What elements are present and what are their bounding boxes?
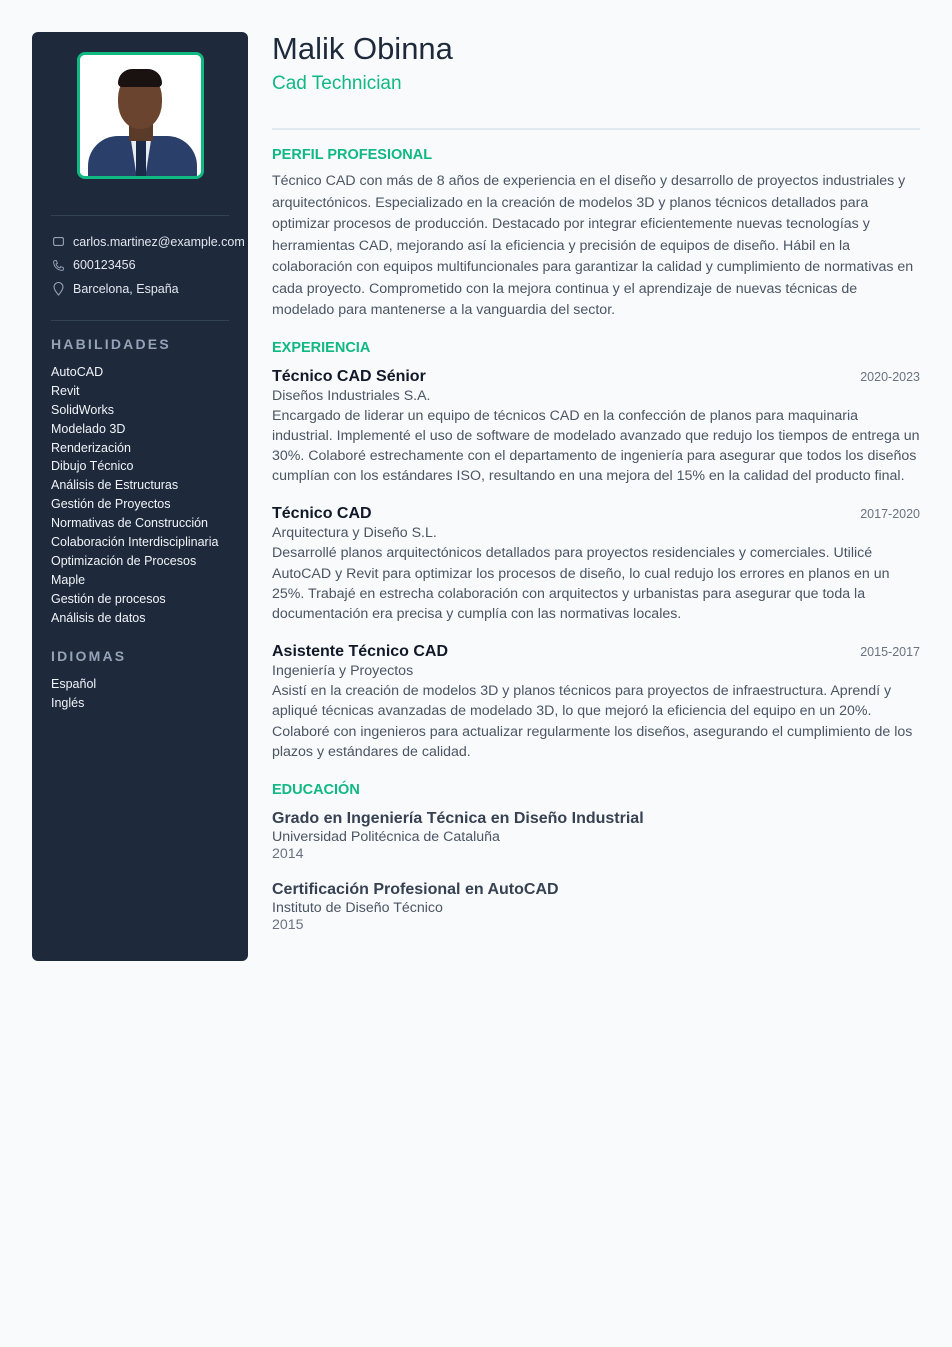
- languages-list: [51, 675, 96, 713]
- experience-section: [272, 339, 920, 762]
- location-pin-icon: [51, 282, 65, 296]
- school-name: Universidad Politécnica de Cataluña: [272, 828, 500, 845]
- experience-item: [272, 367, 920, 487]
- profile-heading: PERFIL PROFESIONAL: [272, 147, 433, 163]
- job-company: Diseños Industriales S.A.: [272, 387, 431, 404]
- job-title: Técnico CAD Sénior: [272, 367, 426, 385]
- job-company: Ingeniería y Proyectos: [272, 663, 414, 680]
- skill-item: Normativas de Construcción: [51, 516, 209, 531]
- education-item: [272, 880, 920, 933]
- education-heading: EDUCACIÓN: [272, 781, 360, 798]
- profile-text: Técnico CAD con más de 8 años de experiencia en el diseño y desarrollo de proyectos industriales y arquitectónicos. Especializado en la creación de modelos 3D y planos técnicos detallados para optimizar procesos de producción. Destacado por integrar eficientemente nuevas tecnologías y herramientas CAD, mejorando así la eficiencia y precisión de equipos de diseño. Hábil en la colaboración con equipos multifuncionales para garantizar la calidad y cumplimiento de normativas en cada proyecto. Comprometido con la mejora continua y el aprendizaje de nuevas técnicas de modelado para mantenerse a la vanguardia del sector.: [272, 173, 914, 318]
- candidate-name: Malik Obinna: [272, 31, 453, 66]
- email-text: carlos.martinez@example.com: [73, 234, 245, 249]
- contact-phone[interactable]: [51, 254, 245, 278]
- job-title: Asistente Técnico CAD: [272, 643, 449, 661]
- skill-item: Optimización de Procesos: [51, 553, 197, 568]
- job-dates: 2015-2017: [860, 645, 920, 660]
- avatar: [80, 55, 201, 176]
- graduation-year: 2014: [272, 845, 304, 862]
- sidebar: [32, 32, 248, 961]
- skill-item: Dibujo Técnico: [51, 459, 134, 474]
- experience-item: [272, 504, 920, 624]
- education-item: [272, 809, 920, 862]
- skill-item: SolidWorks: [51, 402, 114, 417]
- skill-item: Colaboración Interdisciplinaria: [51, 535, 219, 550]
- job-company: Arquitectura y Diseño S.L.: [272, 525, 437, 542]
- skill-item: Maple: [51, 572, 86, 587]
- skill-item: AutoCAD: [51, 365, 104, 379]
- graduation-year: 2015: [272, 916, 304, 933]
- experience-item: [272, 642, 920, 762]
- skill-item: Revit: [51, 383, 80, 398]
- job-description: Encargado de liderar un equipo de técnicos CAD en la confección de planos para maquinaria industrial. Implementé el uso de software de modelado avanzado que redujo los tiempos de entrega un 30%. Colaboré estrechamente con el departamento de ingeniería para asegurar que todos los diseños cumplían con los estándares ISO, resultando en una mejora del 15% en la calidad del producto final.: [272, 407, 920, 485]
- skills-heading: HABILIDADES: [51, 336, 171, 352]
- profile-photo: [77, 52, 204, 179]
- languages-heading: IDIOMAS: [51, 648, 127, 664]
- job-description: Asistí en la creación de modelos 3D y planos técnicos para proyectos de infraestructura. Aprendí y apliqué técnicas avanzadas de modelado 3D, lo que mejoró la eficiencia del equipo en un 20%. Colaboré con ingenieros para actualizar regularmente los diseños, asegurando el cumplimiento de los plazos y estándares de calidad.: [272, 683, 913, 760]
- profile-section: [272, 146, 920, 322]
- contact-email[interactable]: [51, 230, 245, 254]
- degree-title: Certificación Profesional en AutoCAD: [272, 880, 559, 898]
- skills-list: [51, 363, 218, 627]
- job-title: Técnico CAD: [272, 505, 372, 523]
- job-dates: 2020-2023: [860, 369, 920, 384]
- language-item: Español: [51, 677, 97, 691]
- job-dates: 2017-2020: [860, 507, 920, 522]
- degree-title: Grado en Ingeniería Técnica en Diseño Industrial: [272, 809, 644, 827]
- education-section: [272, 781, 920, 933]
- contact-location: [51, 277, 245, 301]
- header-divider: [272, 128, 920, 130]
- divider: [51, 320, 229, 321]
- skill-item: Modelado 3D: [51, 421, 126, 436]
- experience-heading: EXPERIENCIA: [272, 339, 371, 356]
- skill-item: Gestión de Proyectos: [51, 497, 171, 512]
- skill-item: Renderización: [51, 440, 131, 455]
- skill-item: Análisis de Estructuras: [51, 478, 179, 493]
- school-name: Instituto de Diseño Técnico: [272, 899, 443, 916]
- main-content: [272, 30, 920, 933]
- contact-info: [51, 230, 245, 301]
- phone-text: 600123456: [73, 258, 136, 273]
- mail-icon: [51, 235, 65, 249]
- skill-item: Análisis de datos: [51, 610, 146, 625]
- skill-item: Gestión de procesos: [51, 591, 166, 606]
- job-description: Desarrollé planos arquitectónicos detallados para proyectos residenciales y comerciales. Utilicé AutoCAD y Revit para optimizar los procesos de diseño, lo cual redujo los errores en planos en un 25%. Trabajé en estrecha colaboración con arquitectos y urbanistas para asegurar que toda la documentación era precisa y cumplía con las normativas locales.: [272, 545, 890, 622]
- language-item: Inglés: [51, 695, 85, 710]
- phone-icon: [51, 258, 65, 272]
- divider: [51, 215, 229, 216]
- candidate-role: Cad Technician: [272, 73, 402, 94]
- location-text: Barcelona, España: [73, 281, 179, 296]
